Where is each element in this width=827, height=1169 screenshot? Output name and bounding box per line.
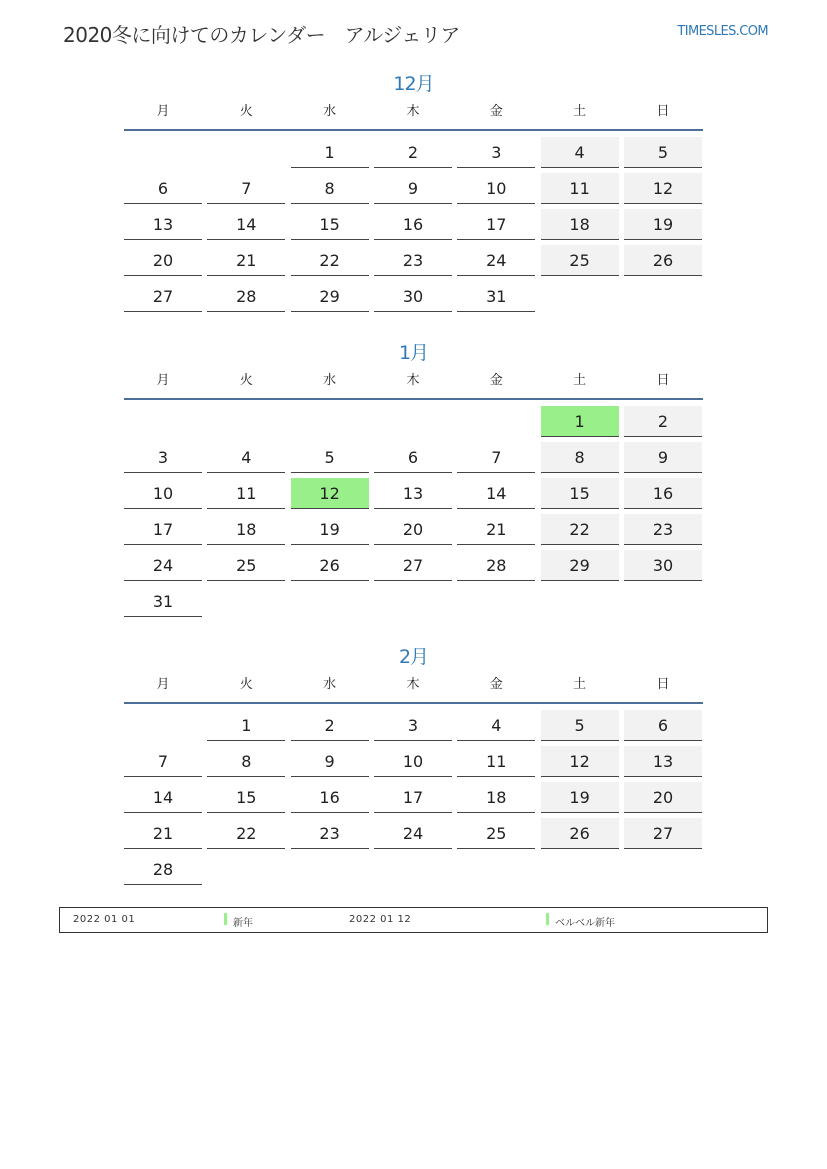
day-cell: 12 bbox=[624, 173, 702, 204]
month-block bbox=[124, 643, 703, 890]
weekday-label: 水 bbox=[323, 373, 337, 388]
day-cell: 27 bbox=[124, 281, 202, 312]
day-cell: 15 bbox=[207, 782, 285, 813]
weekday-label: 土 bbox=[573, 373, 587, 388]
day-cell: 16 bbox=[374, 209, 452, 240]
weekday-label: 火 bbox=[239, 104, 253, 119]
weekday-label: 水 bbox=[323, 104, 337, 119]
day-cell: 9 bbox=[374, 173, 452, 204]
day-cell: 19 bbox=[291, 514, 369, 545]
weekday-label: 金 bbox=[489, 104, 503, 119]
day-cell: 17 bbox=[124, 514, 202, 545]
day-cell: 20 bbox=[374, 514, 452, 545]
day-cell: 2 bbox=[624, 406, 702, 437]
day-cell: 31 bbox=[124, 586, 202, 617]
legend-date: 2022 01 01 bbox=[73, 914, 136, 925]
month-block bbox=[124, 339, 703, 622]
day-cell: 9 bbox=[291, 746, 369, 777]
month-block bbox=[124, 70, 703, 317]
day-cell: 18 bbox=[207, 514, 285, 545]
day-cell: 29 bbox=[541, 550, 619, 581]
weekday-label: 日 bbox=[656, 373, 670, 388]
day-cell: 25 bbox=[207, 550, 285, 581]
day-cell: 19 bbox=[541, 782, 619, 813]
day-cell: 24 bbox=[374, 818, 452, 849]
day-cell: 15 bbox=[541, 478, 619, 509]
day-cell: 27 bbox=[624, 818, 702, 849]
legend-date: 2022 01 12 bbox=[349, 914, 412, 925]
day-cell: 5 bbox=[624, 137, 702, 168]
day-cell: 11 bbox=[457, 746, 535, 777]
day-cell: 5 bbox=[541, 710, 619, 741]
day-cell: 10 bbox=[374, 746, 452, 777]
day-cell: 3 bbox=[374, 710, 452, 741]
day-cell: 26 bbox=[291, 550, 369, 581]
day-cell: 11 bbox=[207, 478, 285, 509]
holiday-day-cell: 1 bbox=[541, 406, 619, 437]
weekday-label: 金 bbox=[489, 677, 503, 692]
day-cell: 28 bbox=[457, 550, 535, 581]
weekday-label: 火 bbox=[239, 373, 253, 388]
day-cell: 13 bbox=[124, 209, 202, 240]
weekday-header bbox=[124, 371, 703, 400]
month-title: 1月 bbox=[398, 342, 429, 364]
legend-holiday-name: 新年 bbox=[233, 918, 253, 929]
weekday-label: 土 bbox=[573, 104, 587, 119]
day-cell: 16 bbox=[291, 782, 369, 813]
month-title: 2月 bbox=[398, 646, 429, 668]
day-cell: 22 bbox=[207, 818, 285, 849]
weekday-label: 月 bbox=[156, 677, 170, 692]
day-cell: 29 bbox=[291, 281, 369, 312]
day-cell: 6 bbox=[124, 173, 202, 204]
day-cell: 14 bbox=[457, 478, 535, 509]
day-cell: 8 bbox=[291, 173, 369, 204]
day-cell: 9 bbox=[624, 442, 702, 473]
day-cell: 2 bbox=[291, 710, 369, 741]
site-link[interactable]: TIMESLES.COM bbox=[677, 24, 768, 39]
day-grid bbox=[124, 406, 703, 622]
legend-holiday-name: ベルベル新年 bbox=[555, 918, 615, 929]
day-cell: 26 bbox=[624, 245, 702, 276]
weekday-label: 火 bbox=[239, 677, 253, 692]
day-cell: 25 bbox=[457, 818, 535, 849]
day-cell: 11 bbox=[541, 173, 619, 204]
day-cell: 2 bbox=[374, 137, 452, 168]
weekday-label: 土 bbox=[573, 677, 587, 692]
weekday-label: 水 bbox=[323, 677, 337, 692]
day-cell: 4 bbox=[207, 442, 285, 473]
day-cell: 6 bbox=[374, 442, 452, 473]
page-title: 2020冬に向けてのカレンダー アルジェリア bbox=[63, 23, 460, 47]
day-cell: 24 bbox=[124, 550, 202, 581]
day-cell: 1 bbox=[207, 710, 285, 741]
weekday-label: 月 bbox=[156, 104, 170, 119]
day-cell: 12 bbox=[541, 746, 619, 777]
day-cell: 22 bbox=[541, 514, 619, 545]
day-cell: 30 bbox=[624, 550, 702, 581]
day-cell: 4 bbox=[541, 137, 619, 168]
day-grid bbox=[124, 137, 703, 317]
day-cell: 21 bbox=[124, 818, 202, 849]
day-cell: 1 bbox=[291, 137, 369, 168]
weekday-label: 木 bbox=[406, 677, 420, 692]
day-cell: 13 bbox=[624, 746, 702, 777]
day-cell: 8 bbox=[541, 442, 619, 473]
day-cell: 19 bbox=[624, 209, 702, 240]
day-cell: 10 bbox=[457, 173, 535, 204]
day-cell: 6 bbox=[624, 710, 702, 741]
day-cell: 22 bbox=[291, 245, 369, 276]
weekday-label: 日 bbox=[656, 104, 670, 119]
day-cell: 14 bbox=[207, 209, 285, 240]
day-cell: 23 bbox=[374, 245, 452, 276]
day-cell: 26 bbox=[541, 818, 619, 849]
day-cell: 28 bbox=[207, 281, 285, 312]
day-cell: 21 bbox=[457, 514, 535, 545]
day-cell: 4 bbox=[457, 710, 535, 741]
day-cell: 18 bbox=[457, 782, 535, 813]
day-cell: 3 bbox=[124, 442, 202, 473]
day-cell: 25 bbox=[541, 245, 619, 276]
day-cell: 23 bbox=[624, 514, 702, 545]
day-cell: 27 bbox=[374, 550, 452, 581]
day-cell: 7 bbox=[457, 442, 535, 473]
weekday-label: 木 bbox=[406, 373, 420, 388]
weekday-label: 日 bbox=[656, 677, 670, 692]
day-cell: 24 bbox=[457, 245, 535, 276]
month-title: 12月 bbox=[393, 73, 434, 95]
day-cell: 7 bbox=[124, 746, 202, 777]
day-cell: 30 bbox=[374, 281, 452, 312]
weekday-label: 月 bbox=[156, 373, 170, 388]
holiday-day-cell: 12 bbox=[291, 478, 369, 509]
day-cell: 17 bbox=[457, 209, 535, 240]
day-cell: 31 bbox=[457, 281, 535, 312]
day-cell: 3 bbox=[457, 137, 535, 168]
day-cell: 5 bbox=[291, 442, 369, 473]
day-grid bbox=[124, 710, 703, 890]
day-cell: 13 bbox=[374, 478, 452, 509]
day-cell: 14 bbox=[124, 782, 202, 813]
day-cell: 10 bbox=[124, 478, 202, 509]
day-cell: 23 bbox=[291, 818, 369, 849]
day-cell: 7 bbox=[207, 173, 285, 204]
day-cell: 20 bbox=[624, 782, 702, 813]
legend-color-swatch bbox=[546, 913, 549, 925]
day-cell: 17 bbox=[374, 782, 452, 813]
day-cell: 18 bbox=[541, 209, 619, 240]
legend-color-swatch bbox=[224, 913, 227, 925]
day-cell: 20 bbox=[124, 245, 202, 276]
day-cell: 28 bbox=[124, 854, 202, 885]
holiday-legend bbox=[59, 907, 768, 933]
day-cell: 15 bbox=[291, 209, 369, 240]
day-cell: 16 bbox=[624, 478, 702, 509]
day-cell: 8 bbox=[207, 746, 285, 777]
day-cell: 21 bbox=[207, 245, 285, 276]
weekday-label: 木 bbox=[406, 104, 420, 119]
weekday-header bbox=[124, 102, 703, 131]
weekday-header bbox=[124, 675, 703, 704]
weekday-label: 金 bbox=[489, 373, 503, 388]
